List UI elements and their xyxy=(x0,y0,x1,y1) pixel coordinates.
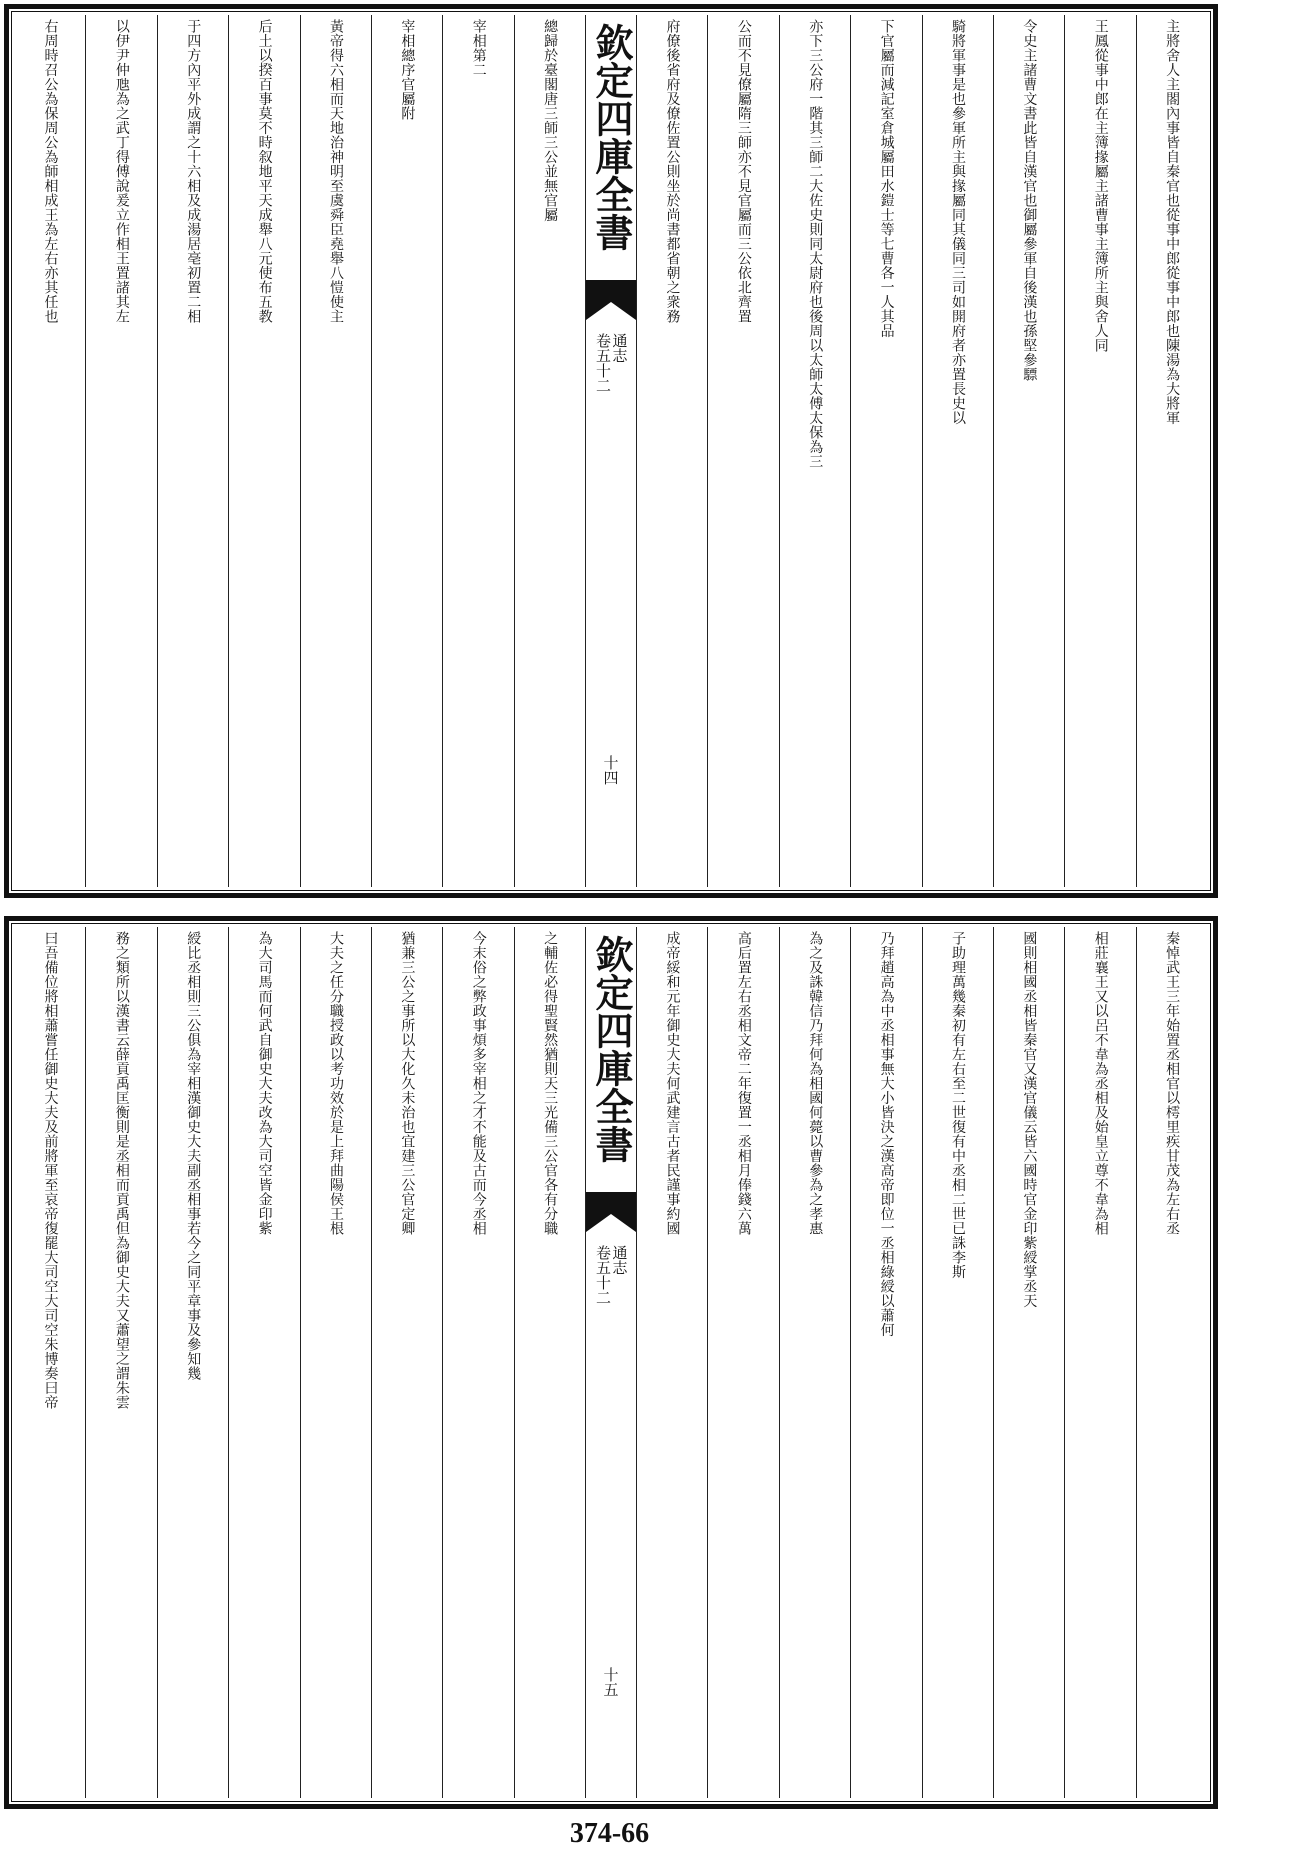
top-page-columns xyxy=(15,15,1207,887)
text-column: 國則相國丞相皆秦官又漢官儀云皆六國時官金印紫綬掌丞天 xyxy=(993,927,1064,1798)
text-column: 騎將軍事是也參軍所主與掾屬同其儀同三司如開府者亦置長史以 xyxy=(922,15,993,887)
text-column: 公而不見僚屬隋三師亦不見官屬而三公依北齊置 xyxy=(707,15,778,887)
bottom-page xyxy=(4,916,1218,1809)
text-column: 曰吾備位將相蕭嘗任御史大夫及前將軍至哀帝復罷大司空大司空朱博奏曰帝 xyxy=(42,931,59,1410)
text-column: 務之類所以漢書云薛貢禹匡衡則是丞相而貢禹但為御史大夫又蕭望之謂朱雲 xyxy=(85,927,156,1798)
text-column: 之輔佐必得聖賢然猶則天三光備三公官各有分職 xyxy=(514,927,585,1798)
text-column: 綬比丞相則三公俱為宰相漢御史大夫副丞相事若今之同平章事及參知幾 xyxy=(157,927,228,1798)
text-column: 今末俗之弊政事煩多宰相之才不能及古而今丞相 xyxy=(442,927,513,1798)
bottom-page-columns xyxy=(15,927,1207,1798)
folio-number: 十四 xyxy=(601,755,620,785)
text-column: 大夫之任分職授政以考功效於是上拜曲陽侯王根 xyxy=(300,927,371,1798)
text-column: 府僚後省府及僚佐置公則坐於尚書都省朝之衆務 xyxy=(636,15,707,887)
center-margin xyxy=(585,15,636,887)
center-label: 欽定四庫全書 xyxy=(589,23,634,251)
text-column: 為大司馬而何武自御史大夫改為大司空皆金印紫 xyxy=(228,927,299,1798)
center-margin xyxy=(585,927,636,1798)
text-column: 相莊襄王又以呂不韋為丞相及始皇立尊不韋為相 xyxy=(1064,927,1135,1798)
text-column: 子助理萬幾秦初有左右至二世復有中丞相二世已誅李斯 xyxy=(922,927,993,1798)
text-column: 于四方內平外成謂之十六相及成湯居亳初置二相 xyxy=(157,15,228,887)
text-column: 成帝綏和元年御史大夫何武建言古者民謹事約國 xyxy=(636,927,707,1798)
center-meta: 通志 卷五十二 xyxy=(594,333,629,393)
text-column: 秦悼武王三年始置丞相官以樗里疾甘茂為左右丞 xyxy=(1136,927,1207,1798)
text-column: 宰相第二 xyxy=(442,15,513,887)
text-column: 猶兼三公之事所以大化久未治也宜建三公官定卿 xyxy=(371,927,442,1798)
text-column: 黃帝得六相而天地治神明至虞舜臣堯舉八愷使主 xyxy=(300,15,371,887)
text-column: 以伊尹仲虺為之武丁得傅說爰立作相王置諸其左 xyxy=(85,15,156,887)
text-column: 令史主諸曹文書此皆自漢官也御屬參軍自後漢也孫堅參驃 xyxy=(993,15,1064,887)
center-label: 欽定四庫全書 xyxy=(589,935,634,1163)
text-column: 高后置左右丞相文帝二年復置一丞相月俸錢六萬 xyxy=(707,927,778,1798)
text-column: 右周時召公為保周公為師相成王為左右亦其任也 xyxy=(42,19,59,324)
center-meta: 通志 卷五十二 xyxy=(594,1245,629,1305)
text-column: 宰相總序官屬附 xyxy=(371,15,442,887)
text-column: 主將舍人主閤內事皆自秦官也從事中郎從事中郎也陳湯為大將軍 xyxy=(1136,15,1207,887)
folio-number: 十五 xyxy=(601,1667,620,1697)
fishtail-ornament-icon xyxy=(586,1192,636,1232)
text-column: 下官屬而減記室倉城屬田水鎧士等七曹各一人其品 xyxy=(850,15,921,887)
text-column: 亦下三公府一階其三師二大佐史則同太尉府也後周以太師太傅太保為三 xyxy=(779,15,850,887)
page-number: 374-66 xyxy=(569,1818,650,1849)
text-column: 王鳳從事中郎在主簿掾屬主諸曹事主簿所主與舍人同 xyxy=(1064,15,1135,887)
text-column: 總歸於臺閣唐三師三公並無官屬 xyxy=(514,15,585,887)
text-column: 乃拜趙高為中丞相事無大小皆決之漢高帝即位一丞相綠綬以蕭何 xyxy=(850,927,921,1798)
top-page xyxy=(4,4,1218,898)
text-column: 為之及誅韓信乃拜何為相國何薨以曹參為之孝惠 xyxy=(779,927,850,1798)
fishtail-ornament-icon xyxy=(586,280,636,320)
text-column: 后土以揆百事莫不時叙地平天成舉八元使布五教 xyxy=(228,15,299,887)
